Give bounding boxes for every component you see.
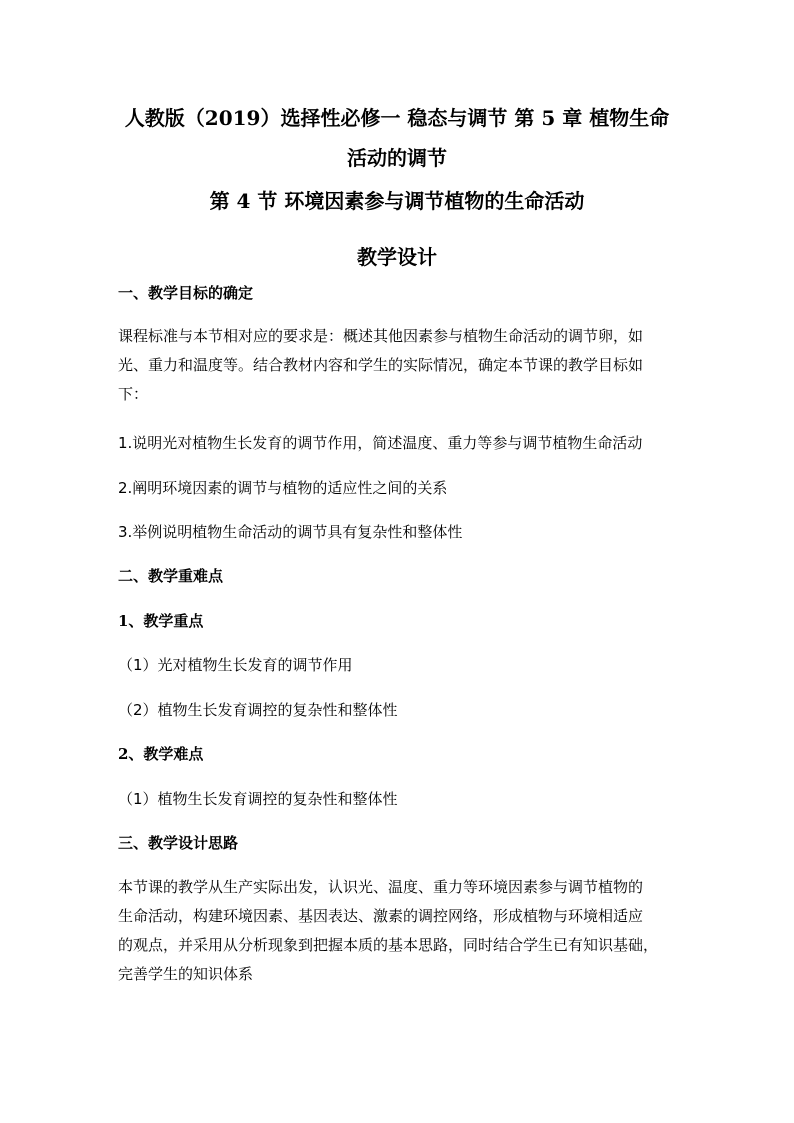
intro-line: 光、重力和温度等。结合教材内容和学生的实际情况，确定本节课的教学目标如 bbox=[118, 356, 644, 374]
objective-item: 2.阐明环境因素的调节与植物的适应性之间的关系 bbox=[118, 479, 448, 497]
design-approach-paragraph bbox=[118, 873, 678, 989]
teaching-design-heading: 教学设计 bbox=[357, 245, 437, 269]
section-2-heading: 二、教学重难点 bbox=[118, 567, 224, 585]
key-points-heading: 1、教学重点 bbox=[118, 612, 204, 630]
intro-line: 课程标准与本节相对应的要求是：概述其他因素参与植物生命活动的调节卵，如 bbox=[118, 327, 644, 345]
document-title-line-2: 活动的调节 bbox=[347, 146, 447, 170]
section-1-heading: 一、教学目标的确定 bbox=[118, 284, 254, 302]
objective-item: 1.说明光对植物生长发育的调节作用，简述温度、重力等参与调节植物生命活动 bbox=[118, 434, 643, 452]
body-line: 完善学生的知识体系 bbox=[118, 965, 254, 983]
difficult-points-heading: 2、教学难点 bbox=[118, 745, 204, 763]
objectives-intro-paragraph bbox=[118, 322, 678, 409]
body-line: 生命活动，构建环境因素、基因表达、激素的调控网络，形成植物与环境相适应 bbox=[118, 907, 644, 925]
document-title-line-1: 人教版（2019）选择性必修一 稳态与调节 第 5 章 植物生命 bbox=[124, 106, 670, 130]
body-line: 的观点，并采用从分析现象到把握本质的基本思路，同时结合学生已有知识基础， bbox=[118, 936, 659, 954]
body-line: 本节课的教学从生产实际出发，认识光、温度、重力等环境因素参与调节植物的 bbox=[118, 878, 644, 896]
difficult-point-item: （1）植物生长发育调控的复杂性和整体性 bbox=[118, 790, 398, 808]
objective-item: 3.举例说明植物生命活动的调节具有复杂性和整体性 bbox=[118, 523, 463, 541]
intro-line: 下： bbox=[118, 385, 149, 403]
key-point-item: （2）植物生长发育调控的复杂性和整体性 bbox=[118, 701, 398, 719]
key-point-item: （1）光对植物生长发育的调节作用 bbox=[118, 656, 353, 674]
section-subtitle: 第 4 节 环境因素参与调节植物的生命活动 bbox=[209, 189, 585, 213]
section-3-heading: 三、教学设计思路 bbox=[118, 834, 239, 852]
